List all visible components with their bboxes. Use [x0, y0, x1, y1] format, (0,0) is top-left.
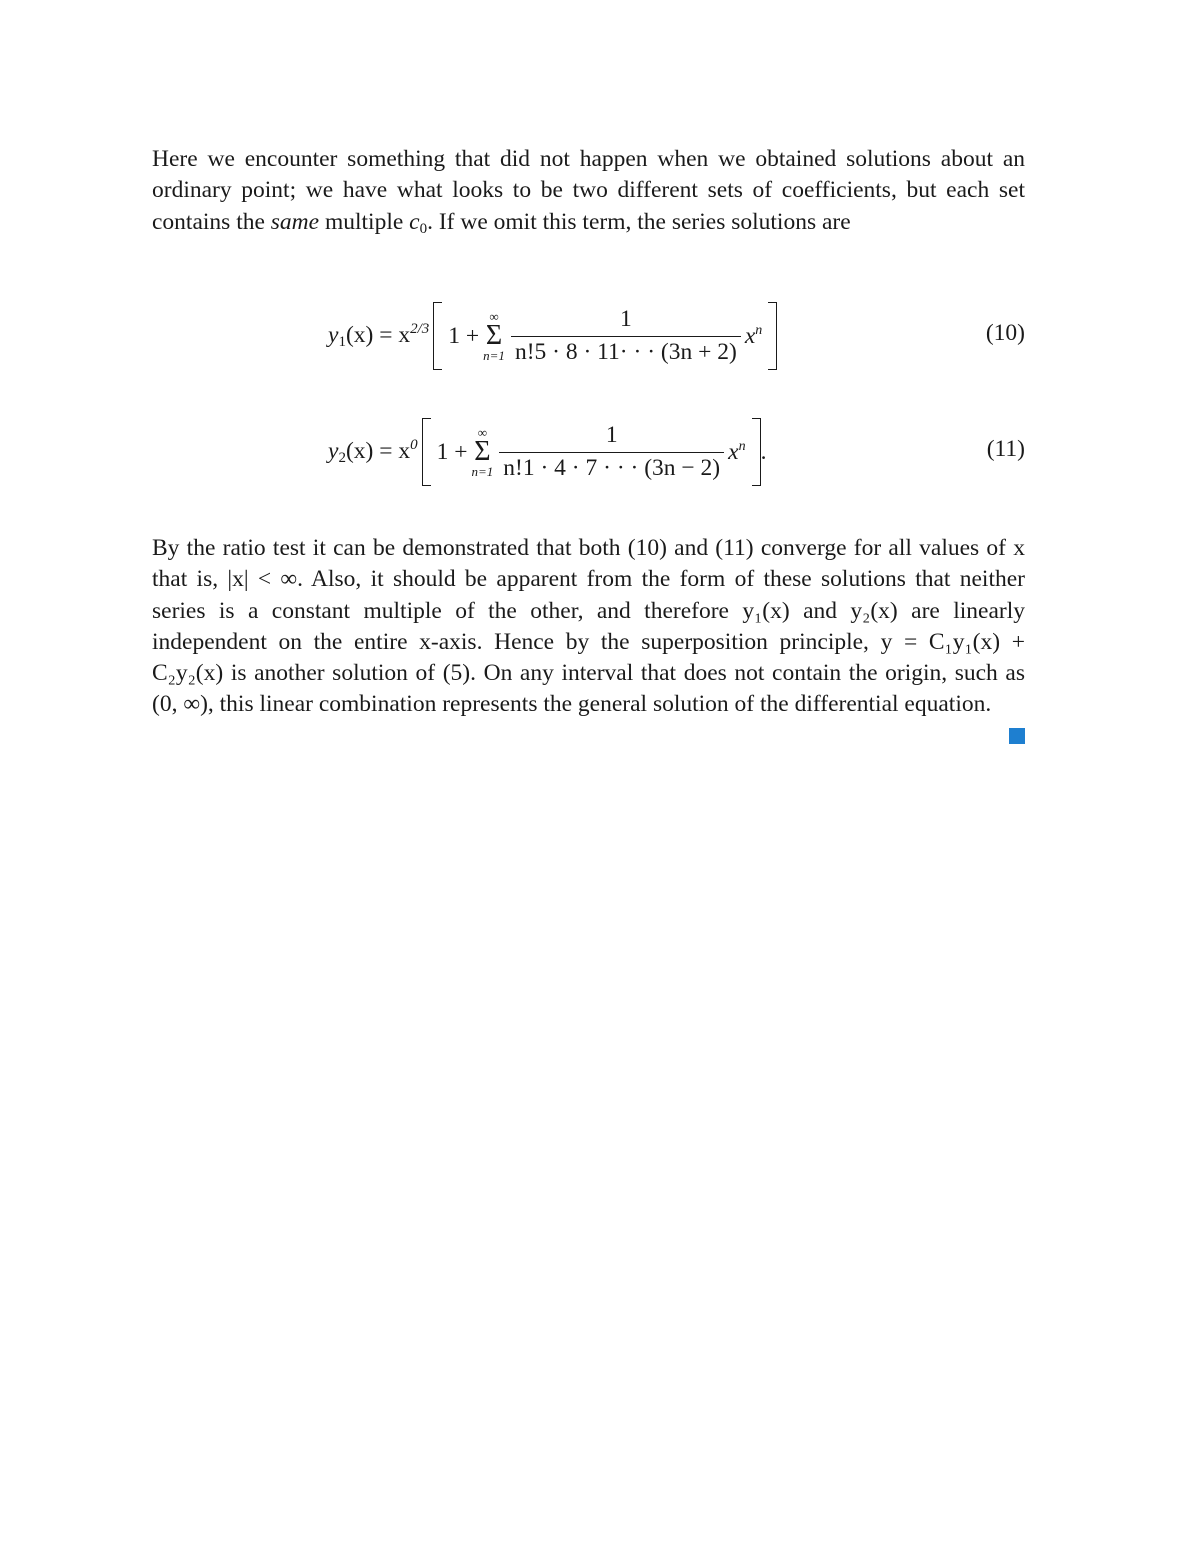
equation-10-body — [328, 296, 777, 376]
intro-text-2: multiple — [319, 208, 410, 235]
one-plus: 1 + — [448, 322, 480, 349]
equation-10-lhs: $y_1(x) = x^{2/3}$ — [328, 321, 430, 350]
fraction-numerator: 1 — [605, 422, 618, 449]
c0-symbol: c — [409, 208, 420, 235]
equation-period: . — [760, 438, 767, 465]
x-power-n: $x^n$ — [744, 322, 763, 349]
right-bracket — [752, 418, 761, 486]
end-of-example-marker — [1009, 728, 1025, 744]
one-plus: 1 + — [436, 438, 468, 465]
equation-number-11: (11) — [986, 436, 1025, 462]
x-power-n: $x^n$ — [728, 438, 746, 465]
right-bracket — [768, 302, 777, 370]
equation-11-lhs: $y_2(x) = x^0$ — [328, 437, 418, 466]
equation-11 — [152, 412, 1025, 492]
equation-number-10: (10) — [985, 320, 1025, 346]
left-bracket — [422, 418, 431, 486]
conclusion-paragraph: By the ratio test it can be demonstrated that both (10) and (11) converge for all values of x that is, |x| < ∞. Also, it should be apparent from the form of these solutions that neither series is a constant multiple of the other, and therefore y₁(x) and y₂(x) are linearly independent on the entire x-axis. Hence by the superposition principle, y = C₁y₁(x) + C₂y₂(x) is another solution of (5). On any interval that does not contain the origin, such as (0, ∞), this linear combination represents the general solution of the differential equation. — [152, 535, 1025, 718]
equation-11-body — [328, 412, 766, 492]
fraction-numerator: 1 — [620, 306, 632, 333]
fraction-denominator: n!1 · 4 · 7 · · · (3n − 2) — [499, 452, 724, 482]
intro-text-3: . If we omit this term, the series solutions are — [427, 208, 851, 235]
series-fraction — [511, 306, 741, 365]
intro-emphasis: same — [270, 208, 320, 235]
summation: ∞ Σ n=1 — [483, 309, 505, 363]
summation: ∞ Σ n=1 — [471, 425, 494, 479]
equation-10 — [152, 296, 1025, 376]
intro-paragraph — [152, 144, 1025, 245]
intro-text-1: Here we encounter something that did not happen when we obtained solutions about an ordinary point; we have what looks to be two different sets of coefficients, but each set contains the — [152, 146, 1025, 235]
fraction-denominator: n!5 · 8 · 11· · · (3n + 2) — [511, 336, 741, 366]
c0-subscript: 0 — [419, 220, 428, 237]
left-bracket — [433, 302, 442, 370]
series-fraction — [499, 422, 724, 481]
